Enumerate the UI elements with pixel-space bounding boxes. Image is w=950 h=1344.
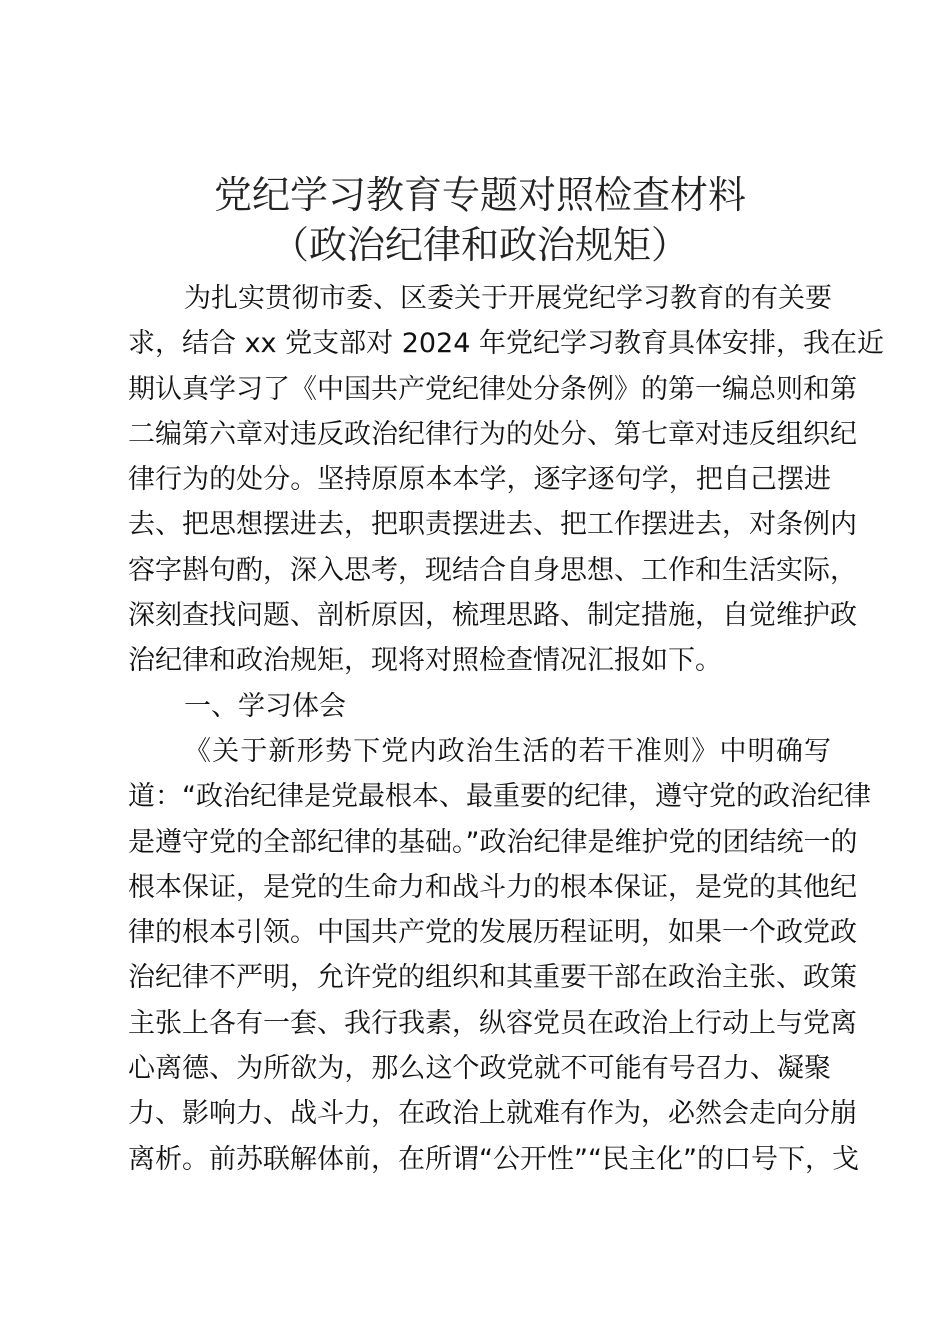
text-line: 容字斟句酌，深入思考，现结合自身思想、工作和生活实际，	[128, 554, 857, 586]
text-line: 道：“政治纪律是党最根本、最重要的纪律，遵守党的政治纪律	[128, 781, 871, 813]
section-heading: 一、学习体会	[184, 690, 346, 722]
text-line: 根本保证，是党的生命力和战斗力的根本保证，是党的其他纪	[128, 871, 857, 903]
text-line: 律的根本引领。中国共产党的发展历程证明，如果一个政党政	[128, 917, 857, 949]
text-line: 治纪律不严明，允许党的组织和其重要干部在政治主张、政策	[128, 962, 857, 994]
text-line: 求，结合 xx 党支部对 2024 年党纪学习教育具体安排，我在近	[128, 328, 884, 360]
text-line: 治纪律和政治规矩，现将对照检查情况汇报如下。	[128, 645, 722, 677]
text-line: 心离德、为所欲为，那么这个政党就不可能有号召力、凝聚	[128, 1053, 831, 1085]
text-line: 离析。前苏联解体前，在所谓“公开性”“民主化”的口号下，戈	[128, 1143, 859, 1175]
text-line: 二编第六章对违反政治纪律行为的处分、第七章对违反组织纪	[128, 418, 857, 450]
text-line: 期认真学习了《中国共产党纪律处分条例》的第一编总则和第	[128, 373, 857, 405]
text-line: 为扎实贯彻市委、区委关于开展党纪学习教育的有关要	[184, 283, 832, 314]
text-line: 律行为的处分。坚持原原本本学，逐字逐句学，把自己摆进	[128, 464, 831, 496]
text-line: 去、把思想摆进去，把职责摆进去、把工作摆进去，对条例内	[128, 509, 857, 541]
text-line: 深刻查找问题、剖析原因，梳理思路、制定措施，自觉维护政	[128, 600, 857, 632]
text-line: 是遵守党的全部纪律的基础。”政治纪律是维护党的团结统一的	[128, 826, 858, 858]
text-line: 力、影响力、战斗力，在政治上就难有作为，必然会走向分崩	[128, 1098, 857, 1130]
text-line: 主张上各有一套、我行我素，纵容党员在政治上行动上与党离	[128, 1007, 857, 1039]
text-line: 《关于新形势下党内政治生活的若干准则》中明确写	[184, 735, 831, 767]
document-title: 党纪学习教育专题对照检查材料	[213, 173, 746, 217]
document-subtitle: （政治纪律和政治规矩）	[270, 223, 689, 267]
document-body	[128, 276, 884, 1182]
